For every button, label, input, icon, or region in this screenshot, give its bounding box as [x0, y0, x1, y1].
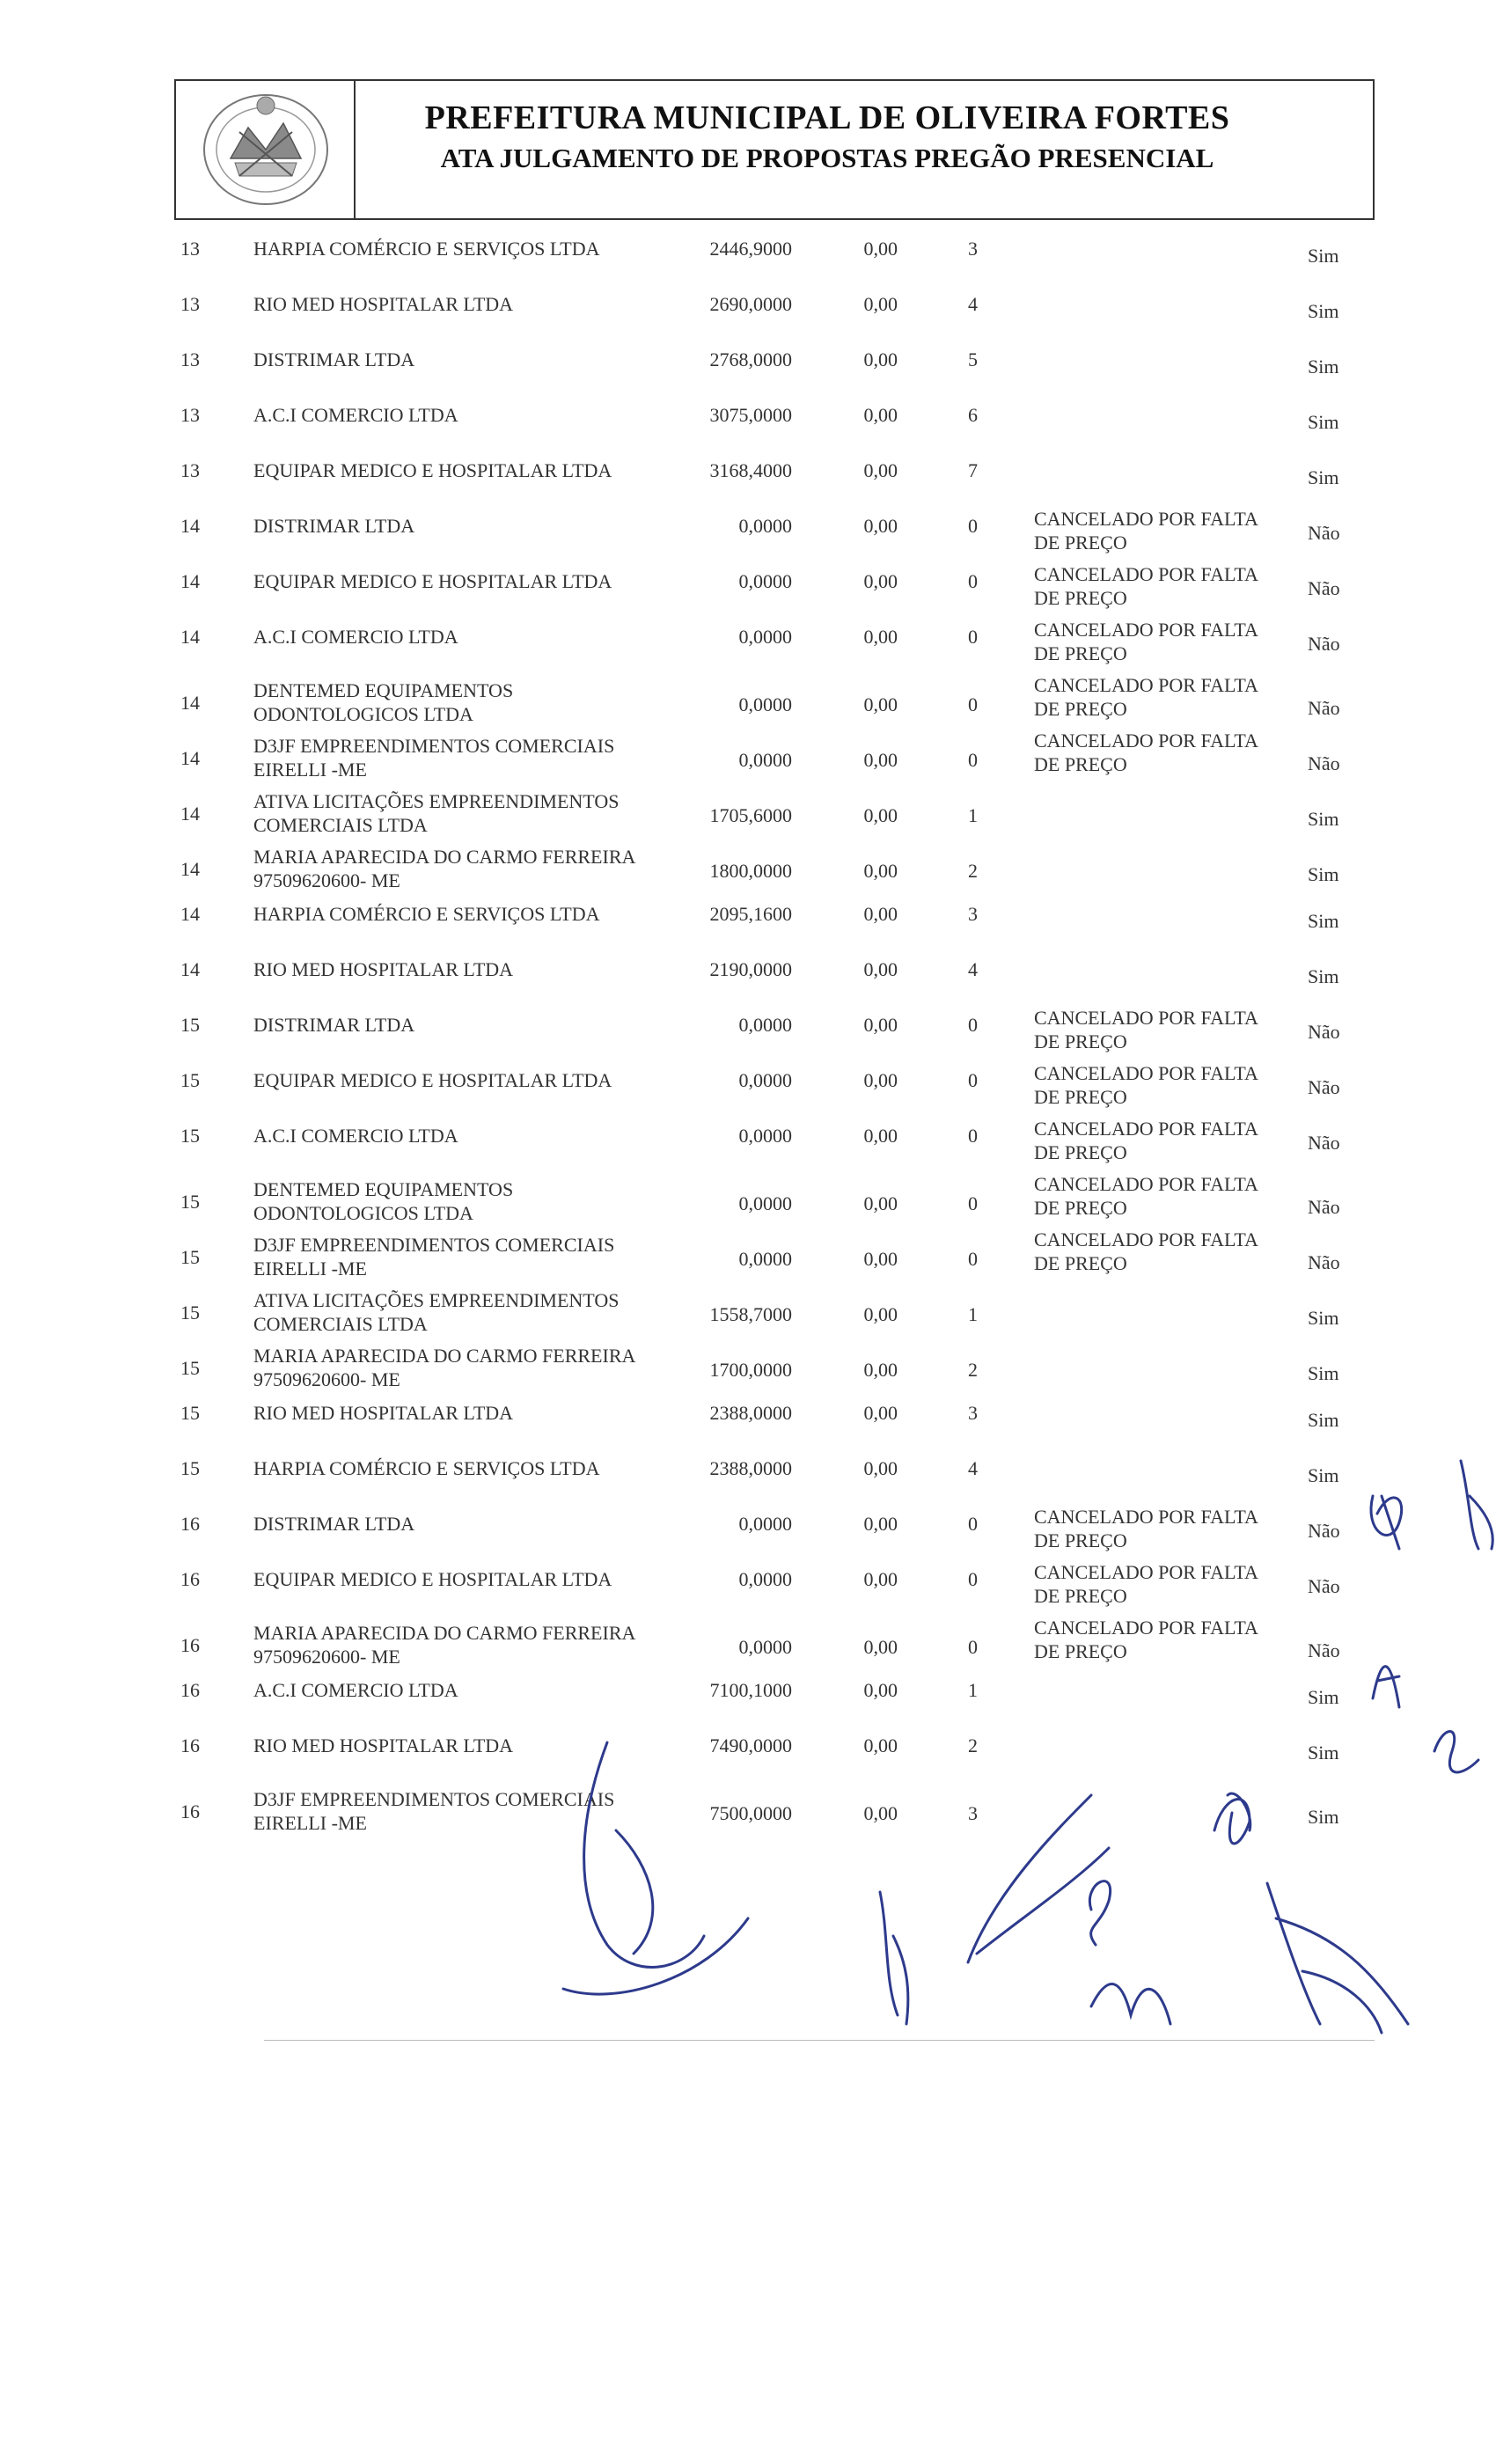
proposal-value: 2190,0000 [709, 958, 792, 980]
discount: 0,00 [863, 1359, 898, 1381]
firm-name: HARPIA COMÉRCIO E SERVIÇOS LTDA [253, 903, 600, 925]
classified-status: Não [1308, 1196, 1340, 1218]
discount: 0,00 [863, 1069, 898, 1091]
discount: 0,00 [863, 1248, 898, 1270]
observation: CANCELADO POR FALTA [1034, 1561, 1258, 1583]
page-title: PREFEITURA MUNICIPAL DE OLIVEIRA FORTES [424, 99, 1230, 136]
classified-status: Não [1308, 697, 1340, 719]
discount: 0,00 [863, 1402, 898, 1424]
proposal-value: 3075,0000 [709, 404, 792, 426]
firm-name: RIO MED HOSPITALAR LTDA [253, 293, 514, 315]
observation: CANCELADO POR FALTA [1034, 1617, 1258, 1639]
proposal-value: 0,0000 [738, 1125, 792, 1147]
rank: 0 [968, 570, 978, 592]
discount: 0,00 [863, 1568, 898, 1590]
rank: 0 [968, 1513, 978, 1535]
firm-name: RIO MED HOSPITALAR LTDA [253, 1402, 514, 1424]
discount: 0,00 [863, 348, 898, 370]
observation: DE PREÇO [1034, 1197, 1127, 1219]
signature-stroke [563, 1918, 748, 1994]
classified-status: Não [1308, 522, 1340, 544]
firm-name: A.C.I COMERCIO LTDA [253, 1679, 458, 1701]
classified-status: Não [1308, 1076, 1340, 1098]
rank: 0 [968, 1014, 978, 1036]
rank: 4 [968, 958, 978, 980]
signature-stroke [1214, 1793, 1250, 1844]
observation: CANCELADO POR FALTA [1034, 1007, 1258, 1029]
firm-name: DISTRIMAR LTDA [253, 515, 415, 537]
firm-name: 97509620600- ME [253, 1646, 400, 1668]
item-number: 14 [180, 570, 200, 592]
discount: 0,00 [863, 570, 898, 592]
item-number: 14 [180, 692, 200, 714]
item-number: 15 [180, 1357, 200, 1379]
firm-name: A.C.I COMERCIO LTDA [253, 626, 458, 648]
rank: 2 [968, 860, 978, 882]
discount: 0,00 [863, 238, 898, 260]
discount: 0,00 [863, 860, 898, 882]
observation: DE PREÇO [1034, 532, 1127, 554]
rank: 7 [968, 459, 978, 481]
proposal-value: 1558,7000 [709, 1303, 792, 1325]
firm-name: 97509620600- ME [253, 1368, 400, 1390]
observation: DE PREÇO [1034, 642, 1127, 664]
classified-status: Sim [1308, 1409, 1339, 1431]
rank: 0 [968, 1636, 978, 1658]
discount: 0,00 [863, 404, 898, 426]
firm-name: ODONTOLOGICOS LTDA [253, 1202, 473, 1224]
proposal-value: 2095,1600 [709, 903, 792, 925]
observation: DE PREÇO [1034, 1640, 1127, 1662]
item-number: 15 [180, 1191, 200, 1213]
classified-status: Sim [1308, 300, 1339, 322]
firm-name: DISTRIMAR LTDA [253, 348, 415, 370]
classified-status: Sim [1308, 411, 1339, 433]
item-number: 16 [180, 1568, 200, 1590]
rank: 3 [968, 903, 978, 925]
signature-stroke [1091, 1984, 1170, 2024]
rank: 4 [968, 293, 978, 315]
rank: 3 [968, 1402, 978, 1424]
item-number: 15 [180, 1402, 200, 1424]
proposal-value: 2768,0000 [709, 348, 792, 370]
firm-name: A.C.I COMERCIO LTDA [253, 1125, 458, 1147]
discount: 0,00 [863, 903, 898, 925]
classified-status: Não [1308, 1639, 1340, 1661]
signature-stroke [1434, 1732, 1478, 1772]
firm-name: 97509620600- ME [253, 869, 400, 891]
item-number: 16 [180, 1513, 200, 1535]
firm-name: D3JF EMPREENDIMENTOS COMERCIAIS [253, 1234, 615, 1256]
rank: 0 [968, 626, 978, 648]
discount: 0,00 [863, 1734, 898, 1756]
item-number: 16 [180, 1800, 200, 1822]
item-number: 15 [180, 1014, 200, 1036]
item-number: 14 [180, 903, 200, 925]
firm-name: A.C.I COMERCIO LTDA [253, 404, 458, 426]
signature-stroke [1089, 1881, 1110, 1945]
firm-name: RIO MED HOSPITALAR LTDA [253, 1734, 514, 1756]
proposal-value: 2690,0000 [709, 293, 792, 315]
firm-name: ATIVA LICITAÇÕES EMPREENDIMENTOS [253, 1289, 620, 1311]
proposal-value: 7490,0000 [709, 1734, 792, 1756]
rank: 6 [968, 404, 978, 426]
observation: CANCELADO POR FALTA [1034, 730, 1258, 752]
item-number: 13 [180, 238, 200, 260]
discount: 0,00 [863, 749, 898, 771]
discount: 0,00 [863, 1192, 898, 1214]
proposal-value: 2388,0000 [709, 1457, 792, 1479]
proposal-value: 1800,0000 [709, 860, 792, 882]
classified-status: Sim [1308, 1362, 1339, 1384]
proposal-value: 0,0000 [738, 1568, 792, 1590]
rank: 1 [968, 804, 978, 826]
discount: 0,00 [863, 1679, 898, 1701]
firm-name: EQUIPAR MEDICO E HOSPITALAR LTDA [253, 1568, 612, 1590]
firm-name: DENTEMED EQUIPAMENTOS [253, 1178, 514, 1200]
observation: CANCELADO POR FALTA [1034, 508, 1258, 530]
proposal-value: 7500,0000 [709, 1802, 792, 1824]
observation: CANCELADO POR FALTA [1034, 1228, 1258, 1250]
item-number: 14 [180, 803, 200, 825]
classified-status: Sim [1308, 356, 1339, 378]
firm-name: DISTRIMAR LTDA [253, 1513, 415, 1535]
proposal-value: 0,0000 [738, 1513, 792, 1535]
discount: 0,00 [863, 1014, 898, 1036]
proposal-value: 0,0000 [738, 1636, 792, 1658]
item-number: 15 [180, 1457, 200, 1479]
observation: DE PREÇO [1034, 1252, 1127, 1274]
firm-name: EQUIPAR MEDICO E HOSPITALAR LTDA [253, 459, 612, 481]
signature-stroke [584, 1742, 704, 1967]
firm-name: COMERCIAIS LTDA [253, 814, 428, 836]
item-number: 13 [180, 348, 200, 370]
firm-name: HARPIA COMÉRCIO E SERVIÇOS LTDA [253, 238, 600, 260]
classified-status: Não [1308, 1575, 1340, 1597]
classified-status: Não [1308, 1021, 1340, 1043]
proposal-value: 2388,0000 [709, 1402, 792, 1424]
item-number: 14 [180, 626, 200, 648]
classified-status: Não [1308, 752, 1340, 774]
rank: 3 [968, 238, 978, 260]
observation: CANCELADO POR FALTA [1034, 1118, 1258, 1140]
rank: 0 [968, 749, 978, 771]
rank: 0 [968, 515, 978, 537]
rank: 0 [968, 1069, 978, 1091]
proposal-value: 0,0000 [738, 570, 792, 592]
item-number: 15 [180, 1125, 200, 1147]
item-number: 13 [180, 293, 200, 315]
rank: 1 [968, 1679, 978, 1701]
firm-name: ODONTOLOGICOS LTDA [253, 703, 473, 725]
rank: 0 [968, 1125, 978, 1147]
rank: 1 [968, 1303, 978, 1325]
discount: 0,00 [863, 1457, 898, 1479]
firm-name: EIRELLI -ME [253, 759, 367, 781]
rank: 0 [968, 693, 978, 715]
item-number: 14 [180, 858, 200, 880]
page-subtitle: ATA JULGAMENTO DE PROPOSTAS PREGÃO PRESENCIAL [440, 143, 1214, 173]
classified-status: Sim [1308, 466, 1339, 488]
proposal-value: 2446,9000 [709, 238, 792, 260]
observation: CANCELADO POR FALTA [1034, 1062, 1258, 1084]
signature-stroke [1461, 1461, 1492, 1549]
signature-stroke [1371, 1496, 1402, 1549]
item-number: 13 [180, 404, 200, 426]
classified-status: Não [1308, 1251, 1340, 1273]
signature-stroke [1373, 1667, 1399, 1707]
proposal-value: 0,0000 [738, 1248, 792, 1270]
discount: 0,00 [863, 693, 898, 715]
classified-status: Sim [1308, 1742, 1339, 1764]
proposal-value: 0,0000 [738, 749, 792, 771]
proposal-value: 0,0000 [738, 626, 792, 648]
classified-status: Não [1308, 1520, 1340, 1542]
item-number: 16 [180, 1734, 200, 1756]
firm-name: DISTRIMAR LTDA [253, 1014, 415, 1036]
rank: 2 [968, 1734, 978, 1756]
signature-stroke [1267, 1883, 1408, 2033]
observation: CANCELADO POR FALTA [1034, 1506, 1258, 1528]
observation: CANCELADO POR FALTA [1034, 1173, 1258, 1195]
proposal-value: 3168,4000 [709, 459, 792, 481]
item-number: 14 [180, 515, 200, 537]
observation: DE PREÇO [1034, 1030, 1127, 1052]
proposal-value: 0,0000 [738, 693, 792, 715]
item-number: 15 [180, 1069, 200, 1091]
observation: DE PREÇO [1034, 753, 1127, 775]
signature-stroke [968, 1795, 1109, 1962]
proposal-value: 0,0000 [738, 1014, 792, 1036]
classified-status: Sim [1308, 863, 1339, 885]
observation: DE PREÇO [1034, 1086, 1127, 1108]
discount: 0,00 [863, 293, 898, 315]
classified-status: Sim [1308, 1307, 1339, 1329]
classified-status: Não [1308, 577, 1340, 599]
item-number: 16 [180, 1634, 200, 1656]
observation: CANCELADO POR FALTA [1034, 619, 1258, 641]
observation: CANCELADO POR FALTA [1034, 674, 1258, 696]
rank: 0 [968, 1248, 978, 1270]
proposal-value: 7100,1000 [709, 1679, 792, 1701]
item-number: 14 [180, 747, 200, 769]
firm-name: EQUIPAR MEDICO E HOSPITALAR LTDA [253, 570, 612, 592]
proposal-value: 0,0000 [738, 1069, 792, 1091]
discount: 0,00 [863, 1125, 898, 1147]
proposal-value: 0,0000 [738, 1192, 792, 1214]
item-number: 15 [180, 1302, 200, 1324]
classified-status: Não [1308, 633, 1340, 655]
signature-stroke [880, 1892, 908, 2024]
firm-name: DENTEMED EQUIPAMENTOS [253, 679, 514, 701]
observation: DE PREÇO [1034, 587, 1127, 609]
discount: 0,00 [863, 1802, 898, 1824]
classified-status: Sim [1308, 965, 1339, 987]
rank: 2 [968, 1359, 978, 1381]
discount: 0,00 [863, 515, 898, 537]
firm-name: EIRELLI -ME [253, 1812, 367, 1834]
observation: DE PREÇO [1034, 1585, 1127, 1607]
firm-name: EIRELLI -ME [253, 1258, 367, 1280]
rank: 4 [968, 1457, 978, 1479]
item-number: 15 [180, 1246, 200, 1268]
discount: 0,00 [863, 459, 898, 481]
observation: DE PREÇO [1034, 1141, 1127, 1163]
discount: 0,00 [863, 804, 898, 826]
firm-name: ATIVA LICITAÇÕES EMPREENDIMENTOS [253, 790, 620, 812]
observation: DE PREÇO [1034, 1529, 1127, 1551]
firm-name: MARIA APARECIDA DO CARMO FERREIRA [253, 1345, 636, 1367]
discount: 0,00 [863, 1636, 898, 1658]
firm-name: RIO MED HOSPITALAR LTDA [253, 958, 514, 980]
firm-name: MARIA APARECIDA DO CARMO FERREIRA [253, 1622, 636, 1644]
firm-name: D3JF EMPREENDIMENTOS COMERCIAIS [253, 1788, 615, 1810]
rank: 0 [968, 1568, 978, 1590]
firm-name: COMERCIAIS LTDA [253, 1313, 428, 1335]
observation: DE PREÇO [1034, 698, 1127, 720]
classified-status: Sim [1308, 1806, 1339, 1828]
classified-status: Sim [1308, 910, 1339, 932]
observation: CANCELADO POR FALTA [1034, 563, 1258, 585]
discount: 0,00 [863, 1303, 898, 1325]
classified-status: Sim [1308, 1686, 1339, 1708]
rank: 0 [968, 1192, 978, 1214]
firm-name: D3JF EMPREENDIMENTOS COMERCIAIS [253, 735, 615, 757]
item-number: 14 [180, 958, 200, 980]
classified-status: Sim [1308, 808, 1339, 830]
proposal-value: 1700,0000 [709, 1359, 792, 1381]
firm-name: MARIA APARECIDA DO CARMO FERREIRA [253, 846, 636, 868]
classified-status: Sim [1308, 1464, 1339, 1486]
discount: 0,00 [863, 626, 898, 648]
proposal-value: 0,0000 [738, 515, 792, 537]
item-number: 16 [180, 1679, 200, 1701]
proposal-value: 1705,6000 [709, 804, 792, 826]
firm-name: EQUIPAR MEDICO E HOSPITALAR LTDA [253, 1069, 612, 1091]
item-number: 13 [180, 459, 200, 481]
discount: 0,00 [863, 958, 898, 980]
discount: 0,00 [863, 1513, 898, 1535]
firm-name: HARPIA COMÉRCIO E SERVIÇOS LTDA [253, 1457, 600, 1479]
classified-status: Sim [1308, 245, 1339, 267]
rank: 3 [968, 1802, 978, 1824]
classified-status: Não [1308, 1132, 1340, 1154]
rank: 5 [968, 348, 978, 370]
